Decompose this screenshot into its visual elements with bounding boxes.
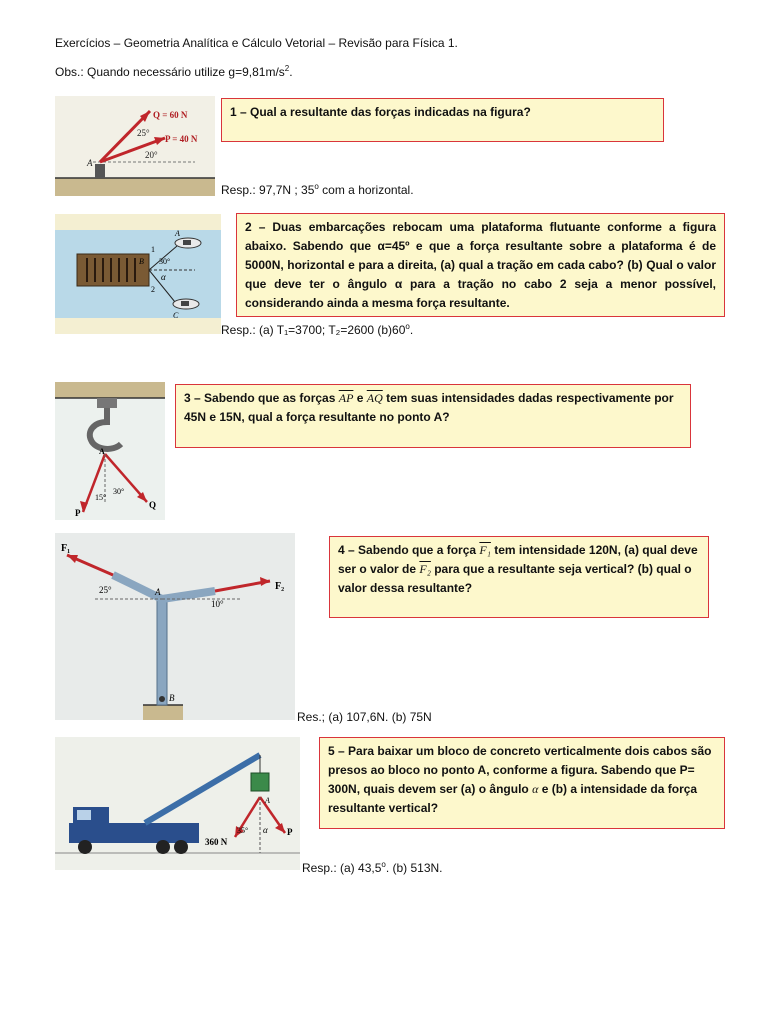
- question-5-box: [319, 737, 725, 829]
- fig1-p-label: P = 40 N: [165, 134, 198, 144]
- answer-2: [221, 322, 413, 337]
- question-4-pre: 4 – Sabendo que a força: [338, 543, 480, 557]
- answer-4: Res.; (a) 107,6N. (b) 75N: [297, 710, 432, 724]
- answer-1-end: com a horizontal.: [318, 183, 414, 197]
- fig3-point-a: A: [99, 447, 105, 456]
- answer-5-end: . (b) 513N.: [385, 861, 443, 875]
- fig2-cable-1: 1: [151, 245, 155, 254]
- vector-aq: $\overline{AQ}$: [366, 391, 383, 405]
- fig5-angle-35: 35°: [237, 826, 249, 835]
- fig2-label-b: B: [139, 257, 144, 266]
- question-5-post: e (b) a intensidade da força resultante vertical?: [328, 782, 698, 815]
- fig4-label-f1: F₁: [61, 543, 71, 554]
- vector-ap: $\overline{AP}$: [338, 391, 354, 405]
- question-5-pre: 5 – Para baixar um bloco de concreto verticalmente dois cabos são presos ao bloco no ponto A, conforme a figura. Sabendo que P= 300N, quais devem ser (a) o ângulo: [328, 744, 712, 796]
- fig3-angle-15: 15°: [95, 493, 107, 502]
- answer-2-text: Resp.: (a) T₁=3700; T₂=2600 (b)60: [221, 323, 406, 337]
- question-4-mid: tem intensidade 120N, (a) qual deve ser o valor de: [338, 543, 698, 576]
- figure-q5: [55, 737, 300, 870]
- fig2-label-a: A: [175, 229, 180, 238]
- fig3-label-q: Q: [149, 500, 157, 510]
- figure-q1: [55, 96, 215, 196]
- question-3-pre: 3 – Sabendo que as forças: [184, 391, 339, 405]
- question-3-mid: e: [353, 391, 367, 405]
- question-3-box: [175, 384, 691, 448]
- answer-1: [221, 182, 414, 197]
- fig2-label-c: C: [173, 311, 179, 320]
- fig1-angle-20: 20°: [145, 150, 158, 160]
- answer-1-exp: o: [314, 182, 319, 191]
- fig3-angle-30: 30°: [113, 487, 125, 496]
- question-1-text: 1 – Qual a resultante das forças indicadas na figura?: [230, 105, 531, 119]
- answer-5-exp: o: [381, 860, 386, 869]
- obs-note: [55, 64, 293, 79]
- obs-text: Obs.: Quando necessário utilize g=9,81m/s: [55, 65, 285, 79]
- answer-5: [302, 860, 443, 875]
- question-4-post: para que a resultante seja vertical? (b) qual o valor dessa resultante?: [338, 562, 692, 595]
- fig4-point-b: B: [169, 693, 175, 703]
- answer-2-exp: o: [405, 322, 410, 331]
- fig5-label-360n: 360 N: [205, 837, 228, 847]
- fig5-label-p: P: [287, 827, 293, 837]
- fig1-angle-25: 25°: [137, 128, 150, 138]
- fig1-q-label: Q = 60 N: [153, 110, 188, 120]
- fig5-angle-alpha: α: [263, 825, 268, 835]
- question-2-text: 2 – Duas embarcações rebocam uma plataforma flutuante conforme a figura abaixo. Sabendo que α=45º e que a força resultante sobre a plataforma é de 5000N, horizontal e para a direita, (a) qual a tração em cada cabo? (b) Qual o valor que deve ter o ângulo α para a tração no cabo 2 seja a menor possível, considerando ainda a mesma força resultante.: [245, 220, 716, 310]
- fig2-angle-alpha: α: [161, 272, 166, 282]
- answer-1-text: Resp.: 97,7N ; 35: [221, 183, 315, 197]
- figure-q3: [55, 382, 165, 520]
- question-1-box: [221, 98, 664, 142]
- fig4-angle-25: 25°: [99, 585, 112, 595]
- fig2-angle-30: 30°: [159, 257, 171, 266]
- figure-q4: [55, 533, 295, 720]
- fig4-label-f2: F₂: [275, 581, 285, 592]
- fig1-point-a: A: [87, 158, 93, 168]
- figure-q2: [55, 214, 221, 334]
- answer-5-text: Resp.: (a) 43,5: [302, 861, 382, 875]
- fig2-cable-2: 2: [151, 285, 155, 294]
- obs-end: .: [289, 65, 293, 79]
- obs-exponent: 2: [284, 64, 290, 73]
- page-title: Exercícios – Geometria Analítica e Cálculo Vetorial – Revisão para Física 1.: [55, 36, 458, 50]
- answer-2-end: .: [409, 323, 414, 337]
- alpha-symbol: α: [532, 782, 539, 796]
- fig5-point-a: A: [265, 796, 270, 805]
- question-3-post: tem suas intensidades dadas respectivamente por 45N e 15N, qual a força resultante no ponto A?: [184, 391, 674, 424]
- question-2-box: [236, 213, 725, 317]
- question-4-box: [329, 536, 709, 618]
- fig4-point-a: A: [155, 587, 161, 597]
- vector-f1: F₁: [479, 543, 491, 557]
- fig3-label-p: P: [75, 508, 81, 518]
- fig4-angle-10: 10°: [211, 599, 224, 609]
- vector-f2: F₂: [419, 562, 431, 576]
